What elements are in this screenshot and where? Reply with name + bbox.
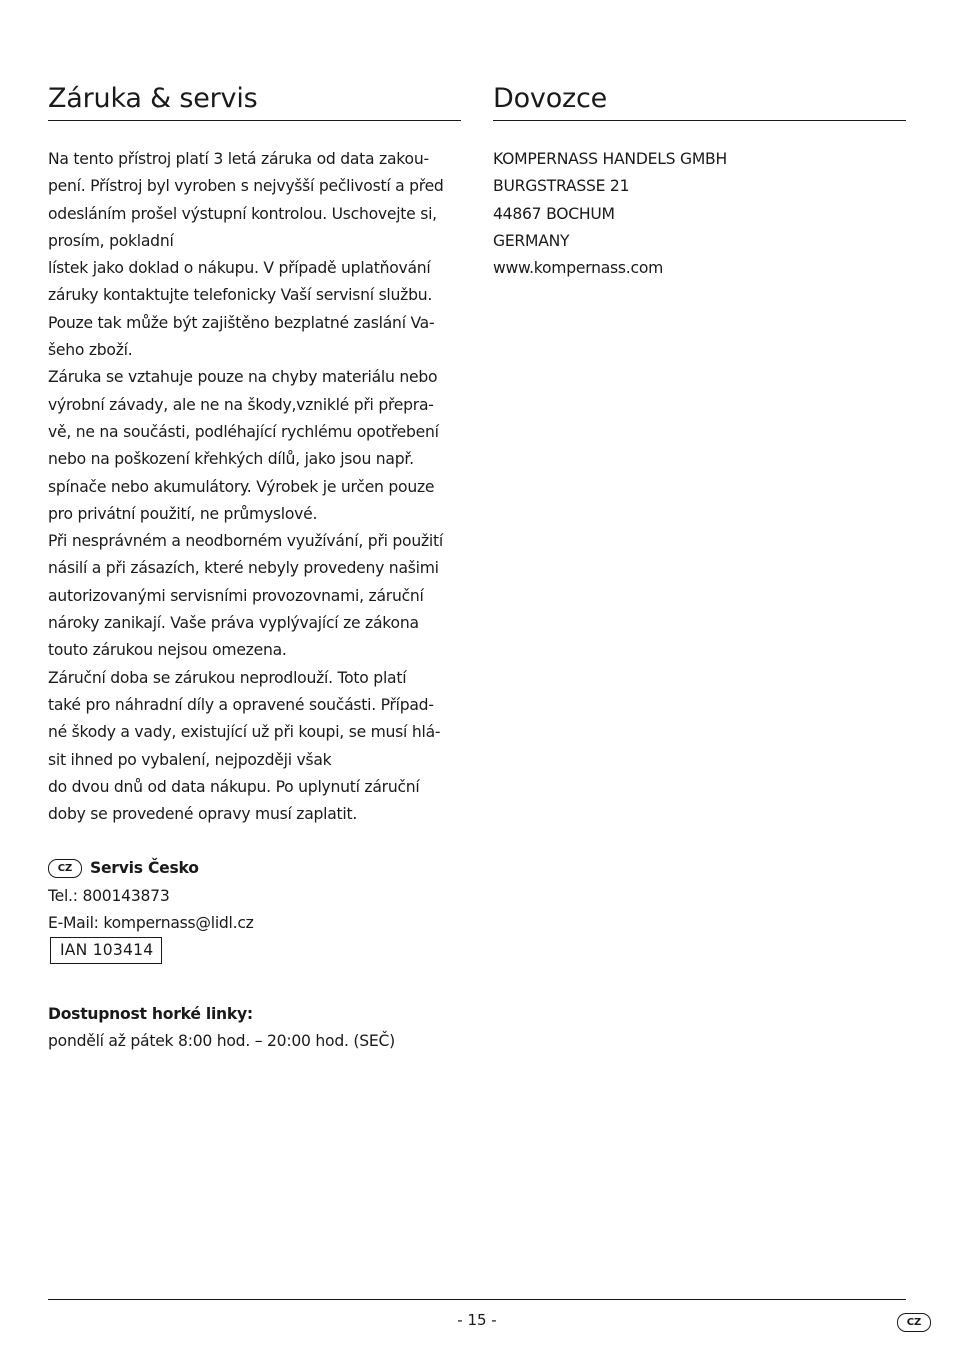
warranty-text-line: Pouze tak může být zajištěno bezplatné zaslání Va- <box>48 313 435 332</box>
warranty-text-line: záruky kontaktujte telefonicky Vaší servisní službu. <box>48 286 433 305</box>
warranty-text-line: né škody a vady, existující už při koupi, se musí hlá- <box>48 723 441 742</box>
warranty-heading: Záruka & servis <box>48 80 461 121</box>
importer-address-line: www.kompernass.com <box>493 259 664 278</box>
warranty-paragraph <box>48 146 461 828</box>
warranty-text-line: vě, ne na součásti, podléhající rychlému opotřebení <box>48 422 439 441</box>
importer-address-line: GERMANY <box>493 231 570 250</box>
warranty-text-line: doby se provedené opravy musí zaplatit. <box>48 805 358 824</box>
warranty-text-line: výrobní závady, ale ne na škody,vzniklé při přepra- <box>48 395 434 414</box>
warranty-text-line: pení. Přístroj byl vyroben s nejvyšší pečlivostí a před <box>48 177 444 196</box>
page-number: - 15 - <box>457 1311 497 1329</box>
importer-address-line: KOMPERNASS HANDELS GMBH <box>493 150 727 168</box>
warranty-text-line: prosím, pokladní <box>48 231 174 250</box>
warranty-column <box>48 80 461 1055</box>
warranty-text-line: sit ihned po vybalení, nejpozději však <box>48 750 332 769</box>
warranty-body <box>48 146 461 1055</box>
importer-heading: Dovozce <box>493 80 906 121</box>
footer-divider <box>48 1299 906 1300</box>
importer-column <box>493 80 906 282</box>
warranty-text-line: odesláním prošel výstupní kontrolou. Uschovejte si, <box>48 204 437 223</box>
warranty-text-line: lístek jako doklad o nákupu. V případě uplatňování <box>48 259 431 278</box>
ian-number-box: IAN 103414 <box>50 937 162 964</box>
service-phone: Tel.: 800143873 <box>48 886 170 905</box>
warranty-text-line: Záruční doba se zárukou neprodlouží. Toto platí <box>48 668 407 687</box>
warranty-text-line: také pro náhradní díly a opravené součásti. Případ- <box>48 695 434 714</box>
warranty-text-line: do dvou dnů od data nákupu. Po uplynutí záruční <box>48 777 420 796</box>
warranty-text-line: násilí a při zásazích, které nebyly provedeny našimi <box>48 559 439 578</box>
warranty-text-line: nároky zanikají. Vaše práva vyplývající ze zákona <box>48 614 419 633</box>
warranty-text-line: nebo na poškození křehkých dílů, jako jsou např. <box>48 450 414 469</box>
service-title: Servis Česko <box>90 859 199 878</box>
warranty-text-line: touto zárukou nejsou omezena. <box>48 641 287 660</box>
warranty-text-line: autorizovanými servisními provozovnami, záruční <box>48 586 424 605</box>
warranty-text-line: Záruka se vztahuje pouze na chyby materiálu nebo <box>48 368 438 387</box>
importer-address-line: BURGSTRASSE 21 <box>493 177 630 196</box>
service-title-row <box>48 855 461 882</box>
cz-country-badge: CZ <box>48 859 82 878</box>
hotline-hours: pondělí až pátek 8:00 hod. – 20:00 hod. (SEČ) <box>48 1031 395 1050</box>
warranty-text-line: Na tento přístroj platí 3 letá záruka od data zakou- <box>48 150 429 168</box>
footer-cz-badge: CZ <box>897 1313 931 1332</box>
warranty-text-line: Při nesprávném a neodborném využívání, při použití <box>48 532 443 551</box>
importer-address <box>493 146 906 282</box>
importer-address-line: 44867 BOCHUM <box>493 204 615 223</box>
warranty-text-line: šeho zboží. <box>48 341 133 360</box>
hotline-title: Dostupnost horké linky: <box>48 1004 253 1023</box>
warranty-text-line: pro privátní použití, ne průmyslové. <box>48 504 318 523</box>
warranty-text-line: spínače nebo akumulátory. Výrobek je určen pouze <box>48 477 435 496</box>
service-email: E-Mail: kompernass@lidl.cz <box>48 914 254 933</box>
